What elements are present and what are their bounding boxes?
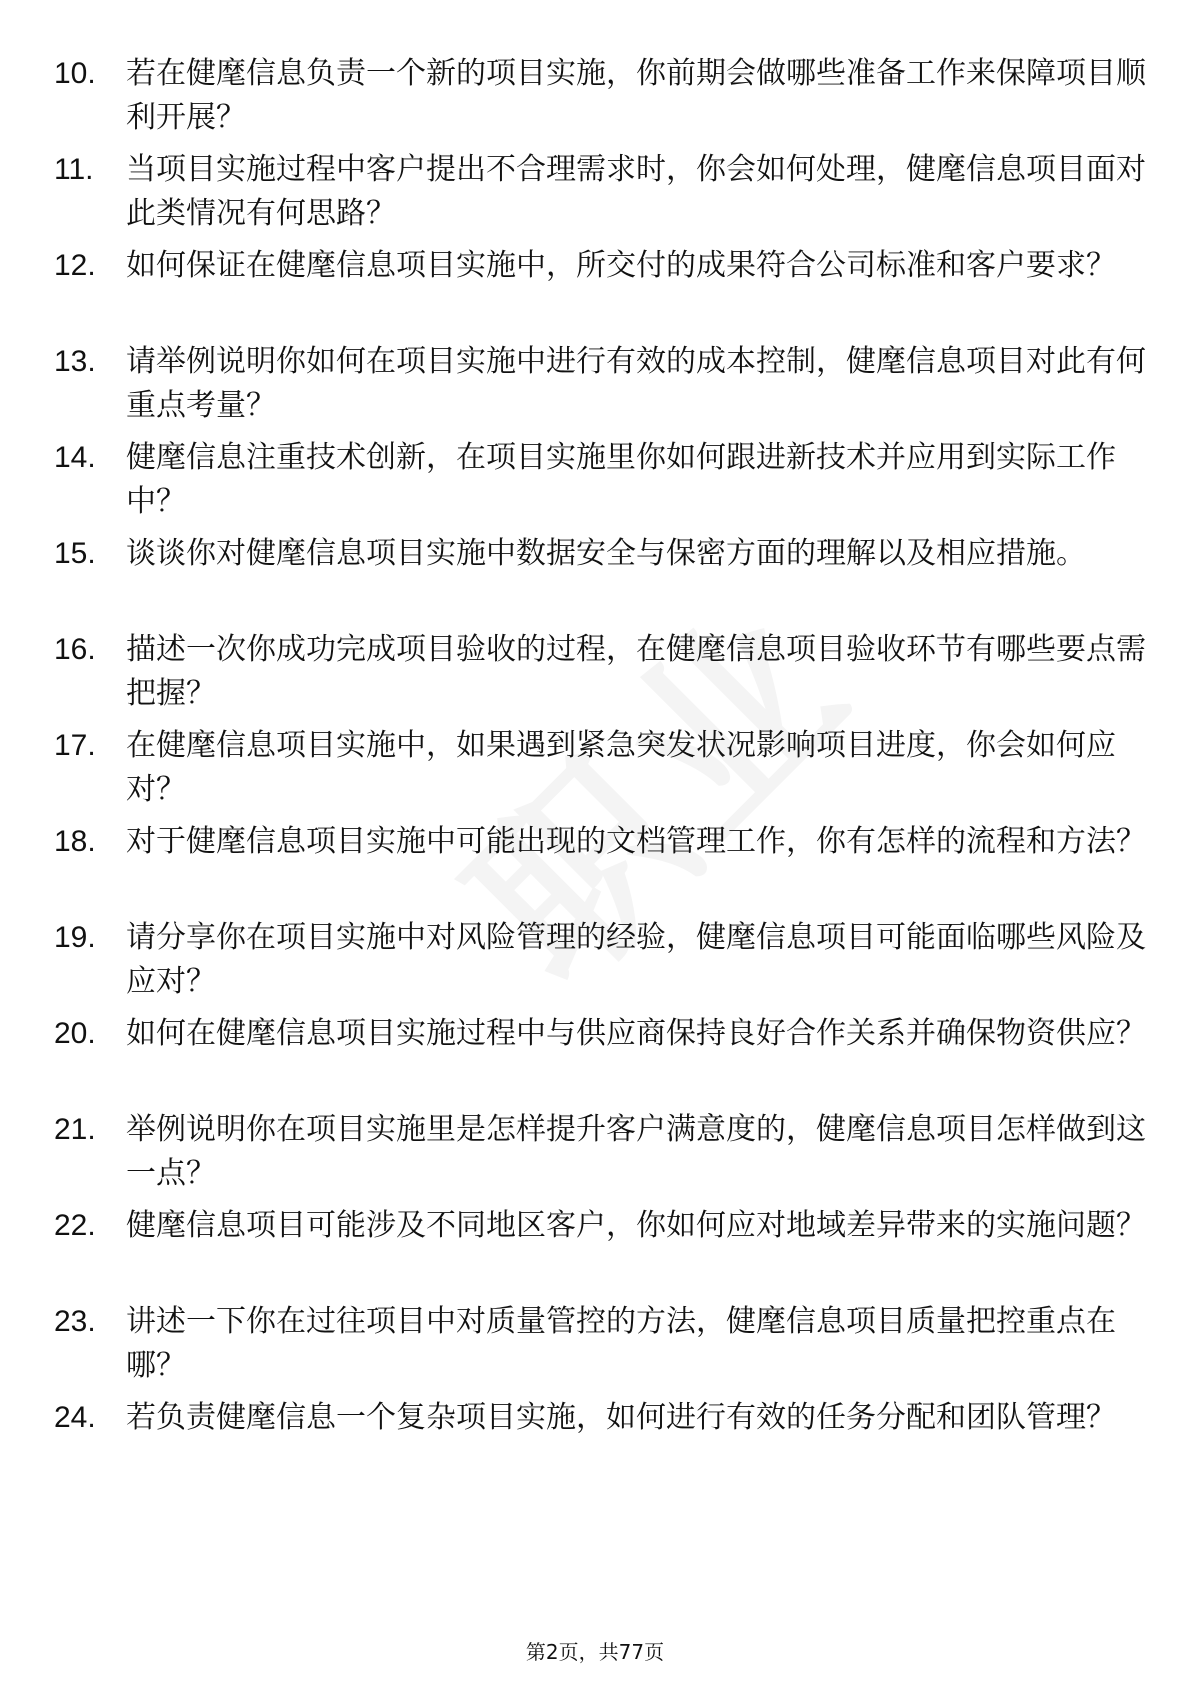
question-number: 11.: [54, 153, 94, 186]
question-text: 请分享你在项目实施中对风险管理的经验，健麾信息项目可能面临哪些风险及应对？: [126, 920, 1146, 999]
question-text: 在健麾信息项目实施中，如果遇到紧急突发状况影响项目进度，你会如何应对？: [126, 728, 1116, 807]
question-text: 如何在健麾信息项目实施过程中与供应商保持良好合作关系并确保物资供应？: [126, 1016, 1146, 1051]
question-item: [0, 340, 1190, 430]
question-text: 讲述一下你在过往项目中对质量管控的方法，健麾信息项目质量把控重点在哪？: [126, 1304, 1116, 1383]
question-number: 20.: [54, 1017, 96, 1050]
question-number: 23.: [54, 1305, 96, 1338]
question-text: 谈谈你对健麾信息项目实施中数据安全与保密方面的理解以及相应措施。: [126, 536, 1086, 571]
question-item: [0, 244, 1190, 334]
question-number: 12.: [54, 249, 96, 282]
question-item: [0, 724, 1190, 814]
question-item: [0, 820, 1190, 910]
question-number: 24.: [54, 1401, 96, 1434]
question-number: 16.: [54, 633, 96, 666]
question-item: [0, 1108, 1190, 1198]
question-number: 17.: [54, 729, 96, 762]
question-item: [0, 1396, 1190, 1486]
question-number: 15.: [54, 537, 96, 570]
question-item: [0, 916, 1190, 1006]
question-number: 22.: [54, 1209, 96, 1242]
question-item: [0, 532, 1190, 622]
question-text: 健麾信息注重技术创新，在项目实施里你如何跟进新技术并应用到实际工作中？: [126, 440, 1116, 519]
question-text: 若负责健麾信息一个复杂项目实施，如何进行有效的任务分配和团队管理？: [126, 1400, 1116, 1435]
question-text: 当项目实施过程中客户提出不合理需求时，你会如何处理，健麾信息项目面对此类情况有何思路？: [126, 152, 1146, 231]
question-text: 对于健麾信息项目实施中可能出现的文档管理工作，你有怎样的流程和方法？: [126, 824, 1146, 859]
question-item: [0, 52, 1190, 142]
question-number: 19.: [54, 921, 96, 954]
question-item: [0, 436, 1190, 526]
question-item: [0, 148, 1190, 238]
question-number: 14.: [54, 441, 96, 474]
question-number: 13.: [54, 345, 96, 378]
question-number: 21.: [54, 1113, 96, 1146]
question-text: 请举例说明你如何在项目实施中进行有效的成本控制，健麾信息项目对此有何重点考量？: [126, 344, 1146, 423]
question-item: [0, 1300, 1190, 1390]
question-number: 18.: [54, 825, 96, 858]
question-number: 10.: [54, 57, 96, 90]
question-text: 若在健麾信息负责一个新的项目实施，你前期会做哪些准备工作来保障项目顺利开展？: [126, 56, 1146, 135]
question-text: 如何保证在健麾信息项目实施中，所交付的成果符合公司标准和客户要求？: [126, 248, 1116, 283]
page-footer: 第2页，共77页: [525, 1640, 665, 1664]
question-text: 描述一次你成功完成项目验收的过程，在健麾信息项目验收环节有哪些要点需把握？: [126, 632, 1146, 711]
question-item: [0, 628, 1190, 718]
question-text: 健麾信息项目可能涉及不同地区客户，你如何应对地域差异带来的实施问题？: [126, 1208, 1146, 1243]
question-item: [0, 1204, 1190, 1294]
question-item: [0, 1012, 1190, 1102]
question-text: 举例说明你在项目实施里是怎样提升客户满意度的，健麾信息项目怎样做到这一点？: [126, 1112, 1146, 1191]
